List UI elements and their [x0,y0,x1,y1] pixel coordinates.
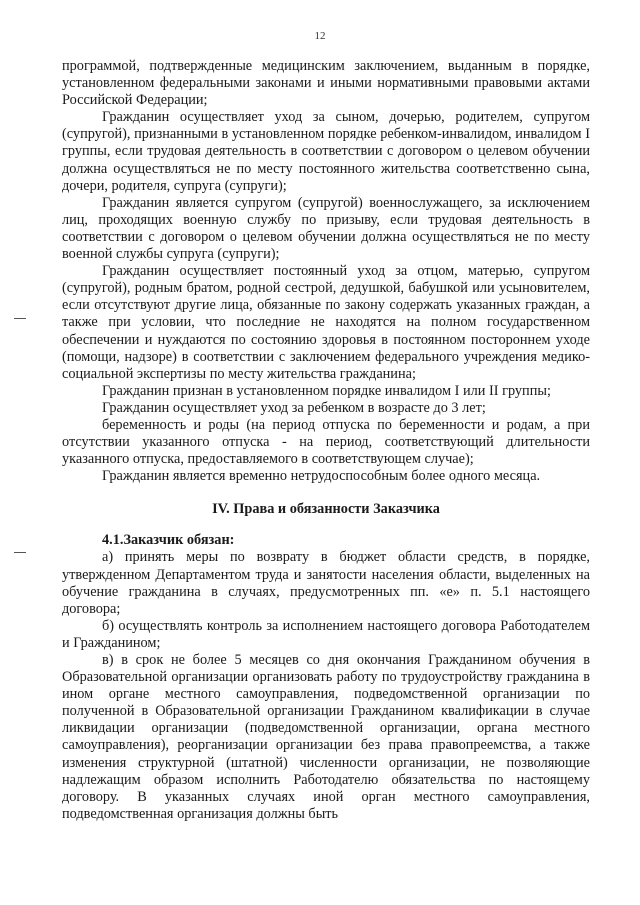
paragraph-military-spouse: Гражданин является супругом (супругой) военнослужащего, за исключением лиц, проходящих военную службу по призыву, если трудовая деятельность в соответствии с договором о целевом обучении должна осуществляться не по месту военной службы супруга (супруги); [62,194,590,263]
paragraph-care-for-disabled-relative: Гражданин осуществляет уход за сыном, дочерью, родителем, супругом (супругой), признанными в установленном порядке ребенком-инвалидом, инвалидом I группы, если трудовая деятельность в соответствии с договором о целевом обучении должна осуществляться не по месту постоянного жительства соответственно сына, дочери, родителя, супруга (супруги); [62,109,590,194]
list-item: в) в срок не более 5 месяцев со дня окончания Гражданином обучения в Образовательной организации организовать работу по трудоустройству гражданина в ином органе местного самоуправления, подведомственной организации по полученной в Образовательной организации Гражданином квалификации в случае ликвидации организации (подведомственной организации, органа местного самоуправления), реорганизации организации без права правопреемства, а также изменения структурной (штатной) численности организации, не позволяющие надлежащим образом исполнить Работодателю обязательства по настоящему договору. В указанных случаях иной орган местного самоуправления, подведомственная организация должны быть [62,652,590,822]
paragraph-pregnancy: беременность и роды (на период отпуска по беременности и родам, а при отсутствии указанного отпуска - на период, соответствующий длительности указанного отпуска, предоставляемого в соответствующем случае); [62,416,590,468]
section-title: IV. Права и обязанности Заказчика [212,501,440,518]
document-body [62,58,590,823]
page-number: 12 [314,30,326,42]
margin-dash-mark [14,552,26,553]
list-item: б) осуществлять контроль за исполнением настоящего договора Работодателем и Гражданином; [62,617,590,651]
paragraph-continuation: программой, подтвержденные медицинским заключением, выданным в порядке, установленном федеральными законами и иными нормативными правовыми актами Российской Федерации; [62,58,590,109]
paragraph-temporary-disability: Гражданин является временно нетрудоспособным более одного месяца. [102,468,541,485]
list-item: а) принять меры по возврату в бюджет области средств, в порядке, утвержденном Департаментом труда и занятости населения области, выделенных на обучение гражданина в случаях, предусмотренных пп. «е» п. 5.1 настоящего договора; [62,549,590,617]
paragraph-disability: Гражданин признан в установленном порядке инвалидом I или II группы; [102,382,551,399]
margin-dash-mark [14,318,26,319]
paragraph-permanent-care: Гражданин осуществляет постоянный уход за отцом, матерью, супругом (супругой), родным братом, родной сестрой, дедушкой, бабушкой или усыновителем, если отсутствуют другие лица, обязанные по закону содержать указанных граждан, а также при условии, что последние не находятся на полном государственном обеспечении и нуждаются по состоянию здоровья в постоянном постороннем уходе (помощи, надзоре) в соответствии с заключением федерального учреждения медико-социальной экспертизы по месту жительства гражданина; [62,263,590,382]
paragraph-child-care: Гражданин осуществляет уход за ребенком в возрасте до 3 лет; [102,399,486,416]
subsection-title: 4.1.Заказчик обязан: [102,532,235,549]
